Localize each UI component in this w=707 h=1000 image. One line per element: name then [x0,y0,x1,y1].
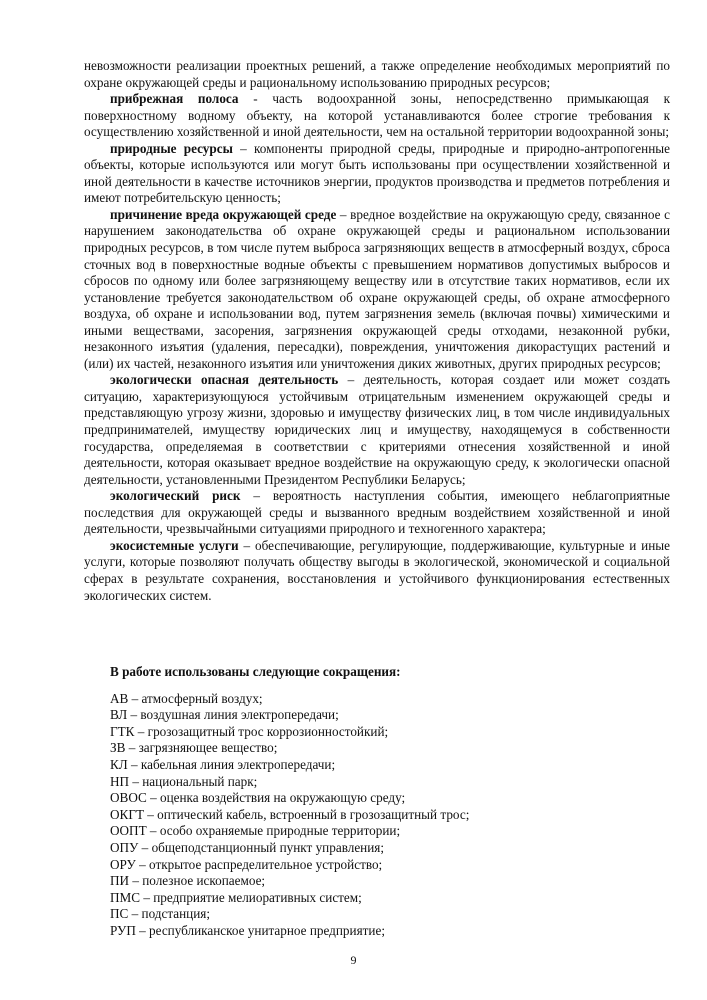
list-item: РУП – республиканское унитарное предприятие; [110,922,385,938]
abbreviations-list [110,691,670,940]
definition-paragraph [84,372,670,488]
definition-text: – вредное воздействие на окружающую среду, связанное с нарушением законодательства об охране окружающей среды и рациональном использовании природных ресурсов, в том числе путем выброса загрязняющих веществ в атмосферный воздух, сброса сточных вод в поверхностные водные объекты с превышением нормативов допустимых выбросов и сбросов по одному или более загрязняющему веществу или в отсутствие таких нормативов, если их установление требуется законодательством об охране окружающей среды, об охране атмосферного воздуха, об охране и использовании вод, путем загрязнения земель (включая почвы) химическими и иными веществами, засорения, загрязнения окружающей среды отходами, незаконной рубки, незаконного изъятия (удаления, пересадки), повреждения, уничтожения дикорастущих растений и (или) их частей, незаконного изъятия или уничтожения диких животных, других природных ресурсов; [84,206,670,371]
definition-text: – деятельность, которая создает или может создать ситуацию, характеризующуюся устойчивым отрицательным изменением окружающей среды и представляющую угрозу жизни, здоровью и имуществу физических лиц, в том числе индивидуальных предпринимателей, имуществу юридических лиц и имуществу, находящемуся в собственности государства, определяемая в соответствии с критериями отнесения хозяйственной и иной деятельности, которая оказывает вредное воздействие на окружающую среду, к экологически опасной деятельности, установленными Президентом Республики Беларусь; [84,372,670,487]
definition-text: – вероятность наступления события, имеющего неблагоприятные последствия для окружающей среды и вызванного вредным воздействием хозяйственной и иной деятельности, чрезвычайными ситуациями природного и техногенного характера; [84,488,670,537]
definition-paragraph [84,141,670,207]
list-item: КЛ – кабельная линия электропередачи; [110,756,336,772]
definition-text: – обеспечивающие, регулирующие, поддерживающие, культурные и иные услуги, которые позволяют получать обществу выгоды в экологической, экономической и социальной сферах в результате сохранения, восстановления и устойчивого функционирования естественных экологических систем. [84,537,670,603]
list-item: ПС – подстанция; [110,906,211,922]
definition-paragraph [84,488,670,538]
abbreviations-section [110,664,670,940]
continuation-paragraph: невозможности реализации проектных решений, а также определение необходимых мероприятий по охране окружающей среды и рациональному использованию природных ресурсов; [84,58,670,90]
list-item: АВ – атмосферный воздух; [110,690,263,706]
definition-text: - часть водоохранной зоны, непосредственно примыкающая к поверхностному водному объекту, на которой устанавливаются более строгие требования к осуществлению хозяйственной и иной деятельности, чем на остальной территории водоохранной зоны; [84,91,670,140]
definition-paragraph [84,207,670,372]
definition-term: прибрежная полоса [110,91,239,107]
page-number: 9 [350,953,357,967]
list-item: ООПТ – особо охраняемые природные территории; [110,823,401,839]
list-item: ВЛ – воздушная линия электропередачи; [110,707,339,723]
definitions-section [84,58,670,604]
definition-paragraph [84,538,670,604]
definition-text: – компоненты природной среды, природные и природно-антропогенные объекты, которые используются или могут быть использованы при осуществлении хозяйственной и иной деятельности в качестве источников энергии, продуктов производства и предметов потребления и имеют потребительскую ценность; [84,140,670,206]
list-item: ПИ – полезное ископаемое; [110,873,266,889]
definition-term: природные ресурсы [110,140,233,156]
list-item: ОРУ – открытое распределительное устройство; [110,856,383,872]
list-item: ГТК – грозозащитный трос коррозионностойкий; [110,723,389,739]
list-item: ОКГТ – оптический кабель, встроенный в грозозащитный трос; [110,806,470,822]
list-item: ОПУ – общеподстанционный пункт управления; [110,839,385,855]
definition-term: экологический риск [110,488,241,504]
abbreviations-title: В работе использованы следующие сокращения: [110,664,401,679]
definition-paragraph [84,91,670,141]
list-item: ОВОС – оценка воздействия на окружающую среду; [110,790,406,806]
definition-term: экосистемные услуги [110,537,239,553]
definition-term: причинение вреда окружающей среде [110,206,337,222]
list-item: ПМС – предприятие мелиоративных систем; [110,889,362,905]
list-item: ЗВ – загрязняющее вещество; [110,740,278,756]
list-item: НП – национальный парк; [110,773,258,789]
definition-term: экологически опасная деятельность [110,372,339,388]
